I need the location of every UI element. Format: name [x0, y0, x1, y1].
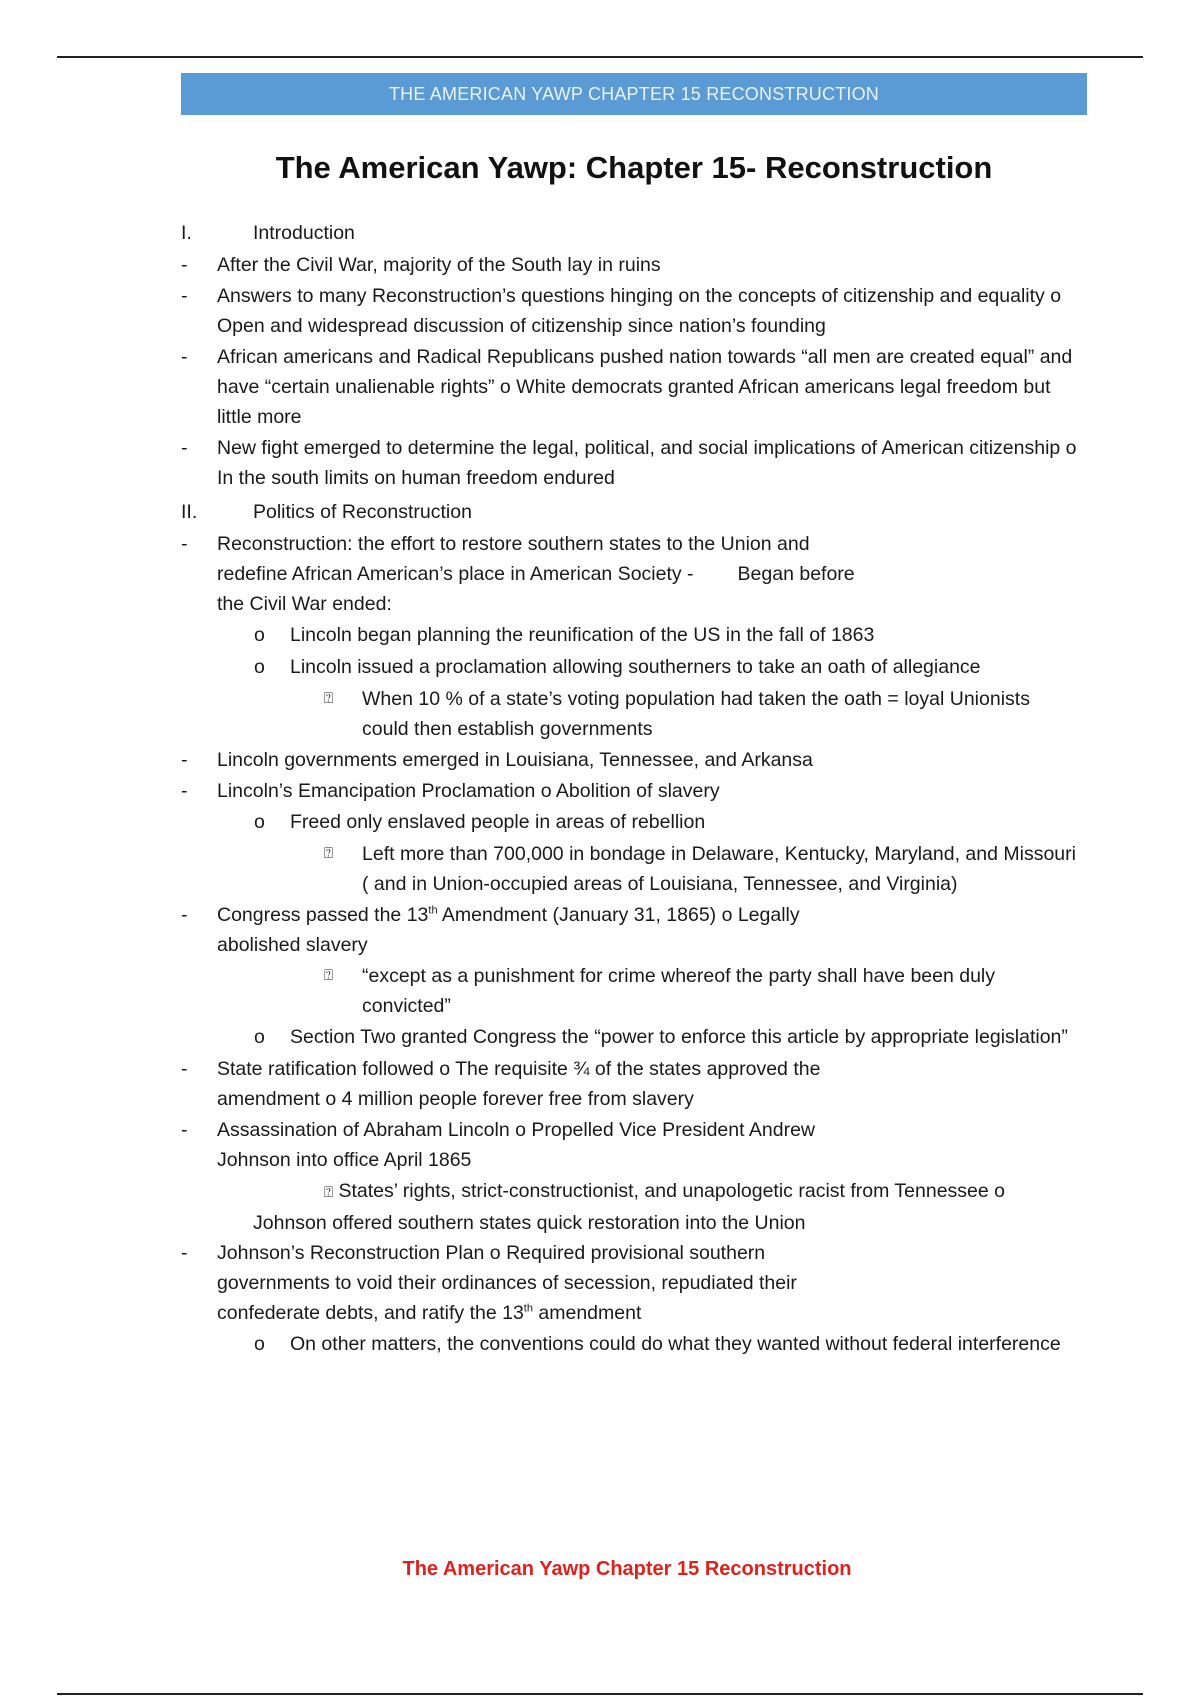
johnson-plan-line-3a: confederate debts, and ratify the 13	[217, 1302, 524, 1324]
continuation-line	[181, 1208, 1081, 1238]
dash-item	[181, 281, 1081, 341]
square-item-text: Left more than 700,000 in bondage in Delaware, Kentucky, Maryland, and Missouri ( and in Union-occupied areas of Louisiana, Tennessee, and Virginia)	[362, 843, 1076, 895]
dash-marker: -	[181, 533, 188, 555]
reconstruction-line-2b: Began before	[737, 563, 855, 585]
document-body	[181, 214, 1081, 1361]
dash-item	[181, 250, 1081, 280]
dash-item	[181, 529, 1081, 619]
square-item	[181, 1176, 1081, 1208]
bullet-item	[181, 1329, 1081, 1359]
superscript: th	[523, 1302, 533, 1315]
bottom-rule	[57, 1693, 1143, 1695]
square-item-text: When 10 % of a state’s voting population had taken the oath = loyal Unionists could then establish governments	[362, 688, 1030, 740]
dash-item	[181, 342, 1081, 432]
bullet-item	[181, 807, 1081, 837]
dash-marker: -	[181, 904, 188, 926]
dash-item	[181, 1238, 1081, 1328]
dash-item-text: Lincoln’s Emancipation Proclamation o Abolition of slavery	[217, 780, 720, 802]
ratification-line-2: amendment o 4 million people forever free from slavery	[217, 1088, 694, 1110]
dash-item-text: New fight emerged to determine the legal, political, and social implications of American citizenship o In the south limits on human freedom endured	[217, 437, 1077, 489]
dash-marker: -	[181, 1119, 188, 1141]
dash-item-text: Lincoln governments emerged in Louisiana, Tennessee, and Arkansa	[217, 749, 813, 771]
section-heading	[181, 497, 1081, 527]
dash-marker: -	[181, 749, 188, 771]
square-marker-icon: ⍰	[324, 845, 334, 862]
square-item-text: “except as a punishment for crime whereof the party shall have been duly convicted”	[362, 965, 996, 1017]
amendment-line-2: abolished slavery	[217, 934, 368, 956]
amendment-line-1a: Congress passed the 13	[217, 904, 429, 926]
dash-item-text: After the Civil War, majority of the South lay in ruins	[217, 254, 661, 276]
dash-marker: -	[181, 254, 188, 276]
superscript: th	[428, 904, 438, 917]
dash-item	[181, 900, 1081, 960]
dash-marker: -	[181, 285, 188, 307]
continuation-text: Johnson offered southern states quick restoration into the Union	[253, 1212, 806, 1234]
johnson-plan-line-3b: amendment	[532, 1302, 642, 1324]
bullet-item	[181, 620, 1081, 650]
dash-item	[181, 1054, 1081, 1114]
section-heading-text: Introduction	[253, 222, 355, 244]
johnson-plan-line-1: Johnson’s Reconstruction Plan o Required provisional southern	[217, 1242, 766, 1264]
dash-item	[181, 745, 1081, 775]
dash-item	[181, 1115, 1081, 1175]
bullet-item-text: Lincoln began planning the reunification of the US in the fall of 1863	[290, 624, 875, 646]
dash-item-text: African americans and Radical Republicans pushed nation towards “all men are created equal” and have “certain unalienable rights” o White democrats granted African americans legal freedom but little more	[217, 346, 1073, 428]
bullet-item-text: Section Two granted Congress the “power to enforce this article by appropriate legislation”	[290, 1026, 1068, 1048]
section-heading-text: Politics of Reconstruction	[253, 501, 472, 523]
section-numeral: II.	[181, 501, 198, 523]
dash-marker: -	[181, 1058, 188, 1080]
assassination-line-1: Assassination of Abraham Lincoln o Propelled Vice President Andrew	[217, 1119, 815, 1141]
square-item-text: States’ rights, strict-constructionist, and unapologetic racist from Tennessee o	[338, 1180, 1006, 1202]
bullet-marker: o	[254, 1333, 265, 1355]
bullet-item-text: Freed only enslaved people in areas of rebellion	[290, 811, 706, 833]
dash-item-text: Answers to many Reconstruction’s questions hinging on the concepts of citizenship and equality o Open and widespread discussion of citizenship since nation’s founding	[217, 285, 1062, 337]
bullet-marker: o	[254, 656, 265, 678]
document-title: The American Yawp: Chapter 15- Reconstruction	[275, 150, 993, 185]
dash-item	[181, 776, 1081, 806]
dash-item	[181, 433, 1081, 493]
bullet-item-text: On other matters, the conventions could do what they wanted without federal interference	[290, 1333, 1061, 1355]
reconstruction-line-1: Reconstruction: the effort to restore southern states to the Union and	[217, 533, 810, 555]
bullet-marker: o	[254, 811, 265, 833]
dash-marker: -	[181, 1242, 188, 1264]
reconstruction-line-2: redefine African American’s place in American Society -	[217, 563, 694, 585]
top-rule	[57, 56, 1143, 58]
section-heading	[181, 218, 1081, 248]
amendment-line-1b: Amendment (January 31, 1865) o Legally	[437, 904, 800, 926]
dash-marker: -	[181, 346, 188, 368]
footer-title: The American Yawp Chapter 15 Reconstruction	[402, 1558, 852, 1580]
square-item	[181, 961, 1081, 1021]
dash-marker: -	[181, 780, 188, 802]
bullet-item-text: Lincoln issued a proclamation allowing southerners to take an oath of allegiance	[290, 656, 981, 678]
bullet-marker: o	[254, 624, 265, 646]
square-marker-icon: ⍰	[324, 690, 334, 707]
square-item	[181, 839, 1081, 899]
square-marker-icon: ⍰	[324, 967, 334, 984]
reconstruction-line-3: the Civil War ended:	[217, 593, 392, 615]
assassination-line-2: Johnson into office April 1865	[217, 1149, 472, 1171]
dash-marker: -	[181, 437, 188, 459]
bullet-item	[181, 652, 1081, 682]
square-marker-icon: ⍰	[324, 1184, 334, 1201]
bullet-marker: o	[254, 1026, 265, 1048]
header-band: THE AMERICAN YAWP CHAPTER 15 RECONSTRUCTION	[181, 73, 1087, 115]
section-numeral: I.	[181, 222, 192, 244]
bullet-item	[181, 1022, 1081, 1052]
ratification-line-1: State ratification followed o The requisite ¾ of the states approved the	[217, 1058, 821, 1080]
square-item	[181, 684, 1081, 744]
johnson-plan-line-2: governments to void their ordinances of secession, repudiated their	[217, 1272, 797, 1294]
